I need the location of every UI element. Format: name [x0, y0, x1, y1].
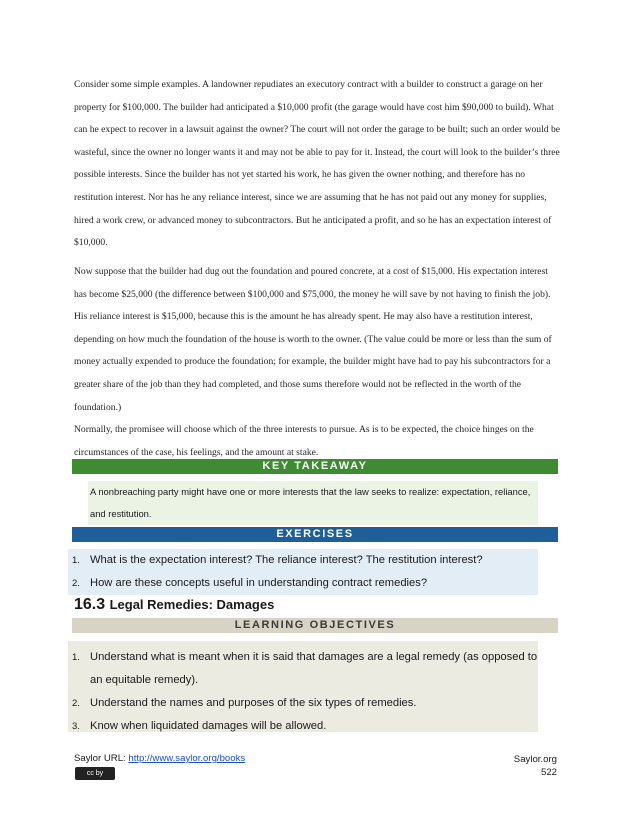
cc-license-badge — [75, 767, 115, 780]
list-item — [72, 549, 538, 572]
list-number: 2. — [72, 578, 80, 589]
key-takeaway-header: KEY TAKEAWAY — [72, 459, 558, 474]
footer-url-link[interactable]: http://www.saylor.org/books — [128, 753, 246, 764]
learning-objectives-header: LEARNING OBJECTIVES — [72, 618, 558, 633]
list-item — [72, 692, 538, 715]
section-title: Legal Remedies: Damages — [109, 597, 275, 612]
key-takeaway-box — [88, 481, 538, 525]
key-takeaway-text: A nonbreaching party might have one or more interests that the law seeks to realize: expectation, reliance, and restitution. — [90, 486, 531, 519]
footer-right — [514, 753, 557, 779]
exercises-header: EXERCISES — [72, 527, 558, 542]
list-item — [72, 646, 538, 692]
learning-objectives-box — [68, 641, 538, 732]
list-number: 3. — [72, 721, 80, 732]
section-number: 16.3 — [74, 596, 106, 613]
list-number: 1. — [72, 555, 80, 566]
cc-license-text: cc by — [86, 770, 104, 777]
body-paragraph: Consider some simple examples. A landowner repudiates an executory contract with a builder to construct a garage on her property for $100,000. The builder had anticipated a $10,000 profit (the garage would have cost him $90,000 to build). What can he expect to recover in a lawsuit against the owner? The court will not order the garage to be built; such an order would be wasteful, since the owner no longer wants it and may not be able to pay for it. Instead, the court will look to the builder’s three possible interests. Since the builder has not yet started his work, he has given the owner nothing, and therefore has no restitution interest. Nor has he any reliance interest, since we are assuming that he has not paid out any money for supplies, hired a work crew, or advanced money to subcontractors. But he anticipated a profit, and so he has an expectation interest of $10,000. — [74, 79, 561, 249]
page-number: 522 — [540, 767, 557, 778]
body-paragraph: Normally, the promisee will choose which of the three interests to pursue. As is to be expected, the choice hinges on the circumstances of the case, his feelings, and the amount at stake. — [74, 424, 534, 458]
body-paragraph: Now suppose that the builder had dug out the foundation and poured concrete, at a cost of $15,000. His expectation interest has become $25,000 (the difference between $100,000 and $75,000, the money he will save by not having to finish the job). His reliance interest is $15,000, because this is the amount he has already spent. He may also have a restitution interest, depending on how much the foundation of the house is worth to the owner. (The value could be more or less than the sum of money actually expended to produce the foundation; for example, the builder might have had to pay his subcontractors for a greater share of the job than they had completed, and those sums therefore would not be reflected in the worth of the foundation.) — [74, 266, 552, 413]
exercises-box — [68, 549, 538, 595]
list-item — [72, 715, 538, 738]
section-heading — [74, 596, 274, 614]
objective-text: Understand what is meant when it is said that damages are a legal remedy (as opposed to an equitable remedy). — [90, 651, 538, 686]
objective-text: Know when liquidated damages will be allowed. — [90, 720, 327, 732]
objective-text: Understand the names and purposes of the six types of remedies. — [90, 697, 417, 709]
objectives-list — [68, 646, 538, 738]
exercise-list — [68, 549, 538, 595]
footer-url-label: Saylor URL: — [74, 753, 129, 764]
list-number: 1. — [72, 652, 80, 663]
exercise-text: What is the expectation interest? The reliance interest? The restitution interest? — [90, 554, 483, 566]
exercise-text: How are these concepts useful in understanding contract remedies? — [90, 577, 428, 589]
footer-site: Saylor.org — [513, 754, 557, 765]
list-number: 2. — [72, 698, 80, 709]
list-item — [72, 572, 538, 595]
footer-url-line — [74, 753, 245, 764]
